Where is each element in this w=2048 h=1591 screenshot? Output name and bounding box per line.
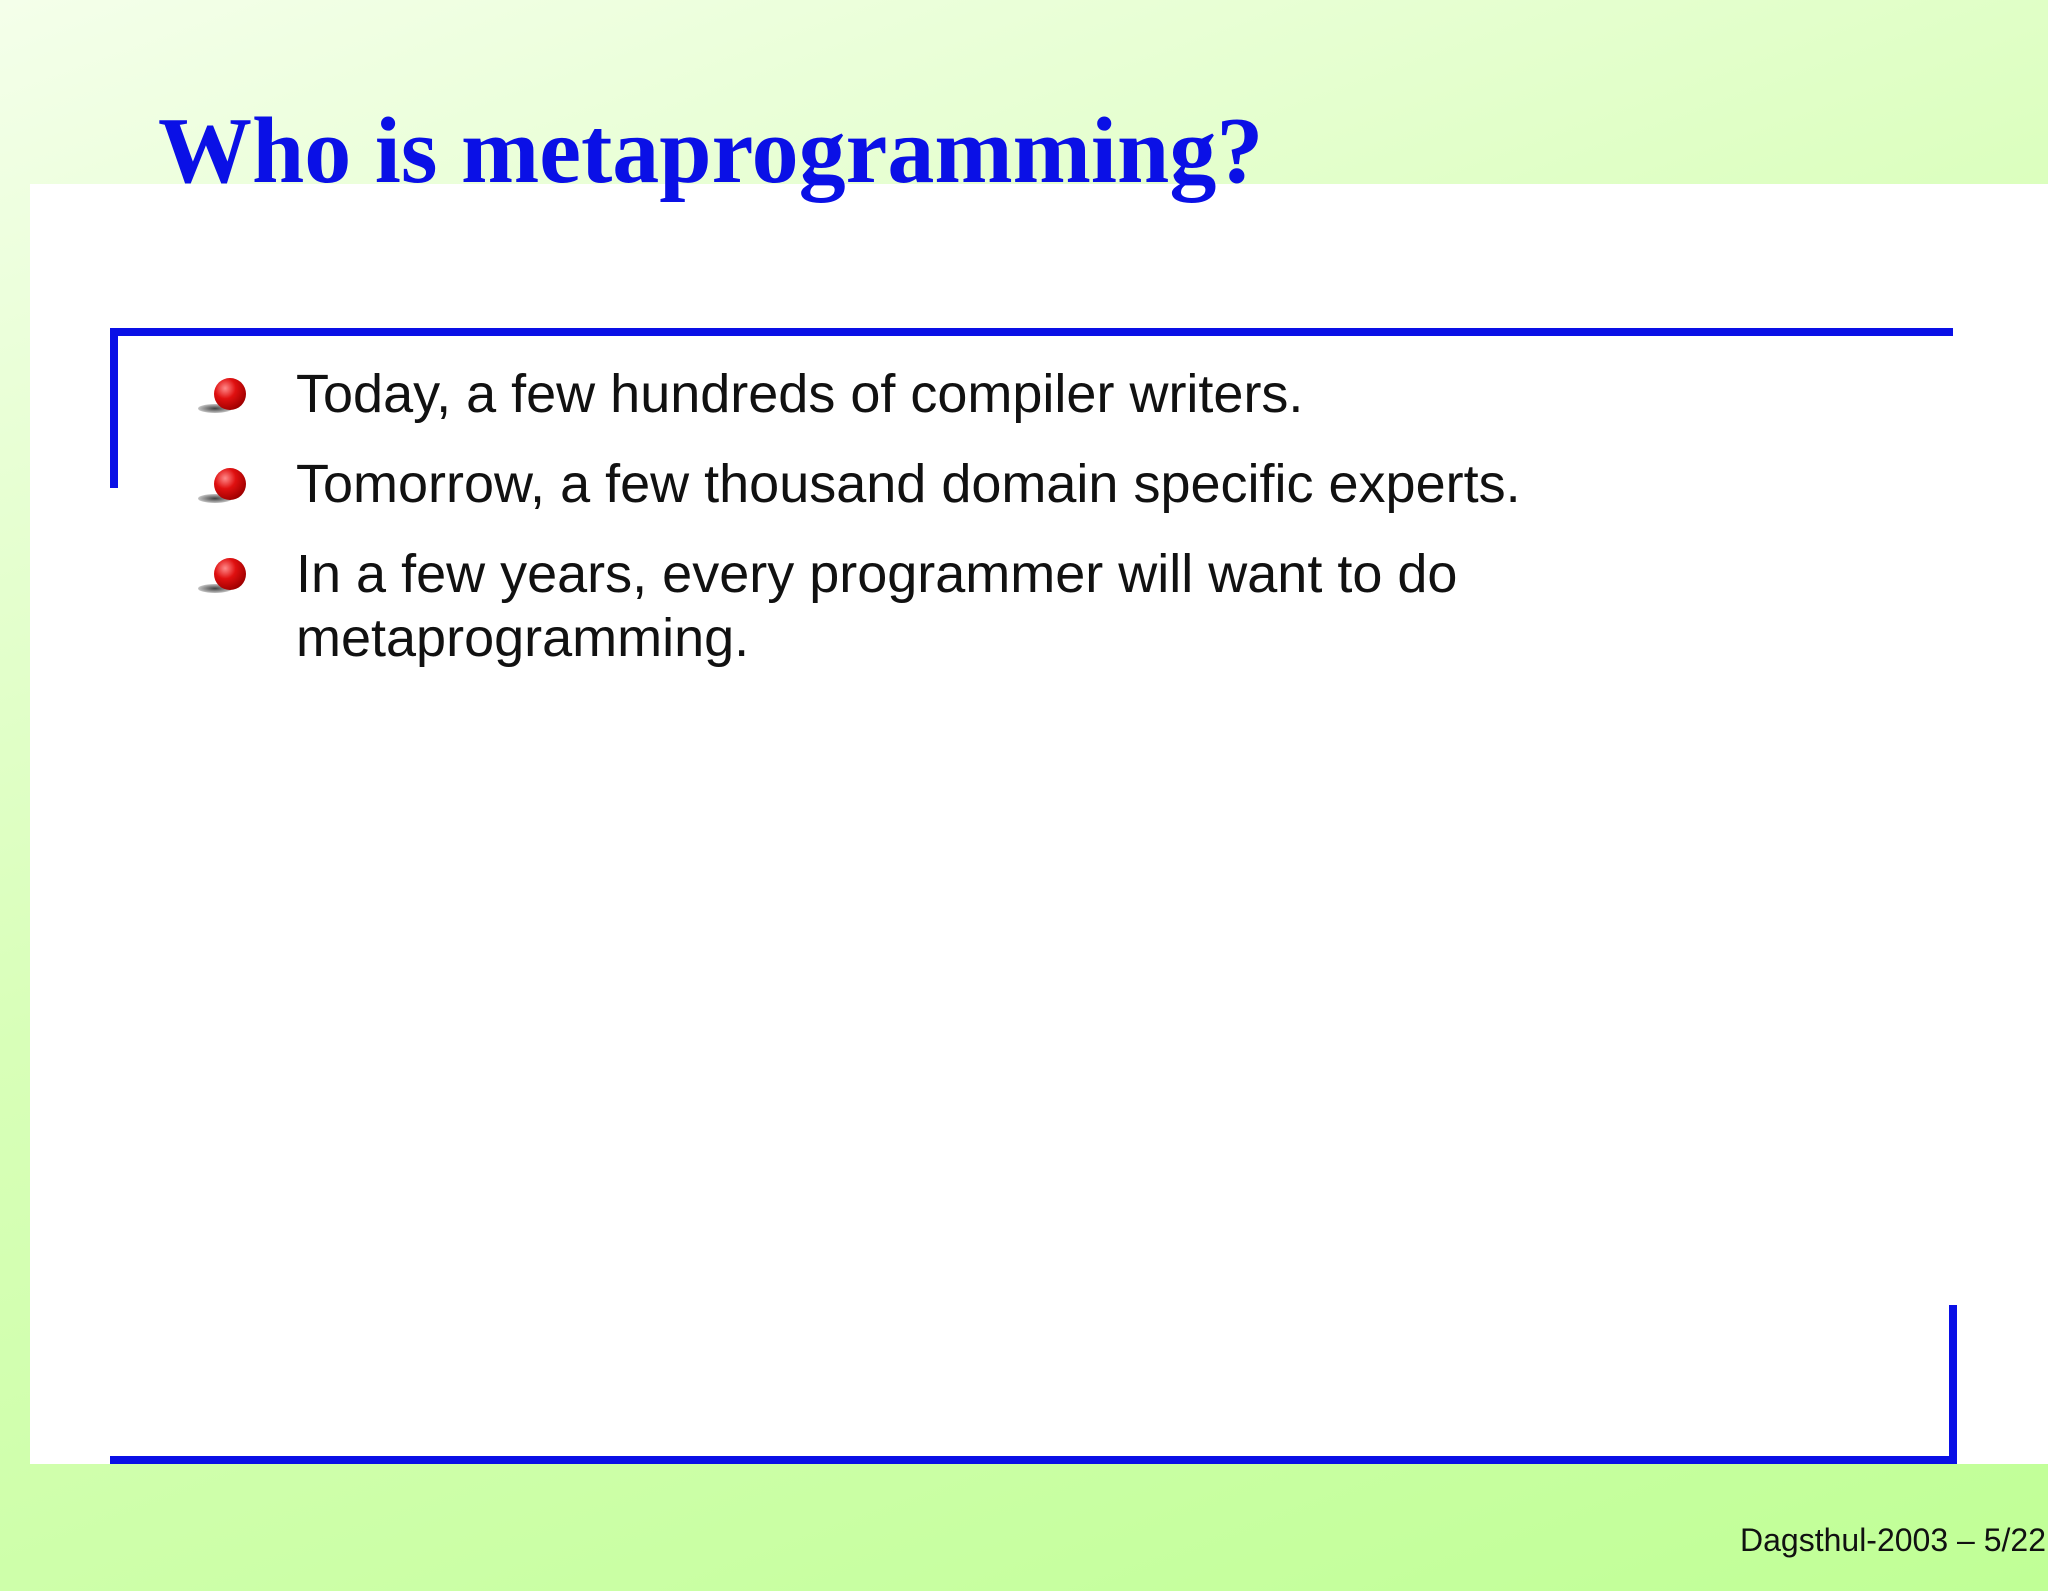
slide-title: Who is metaprogramming? (158, 99, 1264, 203)
frame-left-line (110, 328, 118, 488)
list-item (196, 452, 1876, 516)
list-item (196, 362, 1876, 426)
frame-right-line (1949, 1305, 1957, 1464)
bullet-text: Tomorrow, a few thousand domain specific experts. (296, 454, 1521, 514)
red-ball-bullet-icon (214, 558, 246, 590)
frame-top-line (110, 328, 1953, 336)
slide-footer: Dagsthul-2003 – 5/22 (1740, 1522, 2046, 1558)
frame-bottom-line (110, 1456, 1957, 1464)
bullet-list (196, 362, 1876, 696)
bullet-text: In a few years, every programmer will want to do metaprogramming. (296, 544, 1458, 668)
list-item (196, 542, 1876, 670)
bullet-text: Today, a few hundreds of compiler writers. (296, 364, 1304, 424)
red-ball-bullet-icon (214, 378, 246, 410)
red-ball-bullet-icon (214, 468, 246, 500)
